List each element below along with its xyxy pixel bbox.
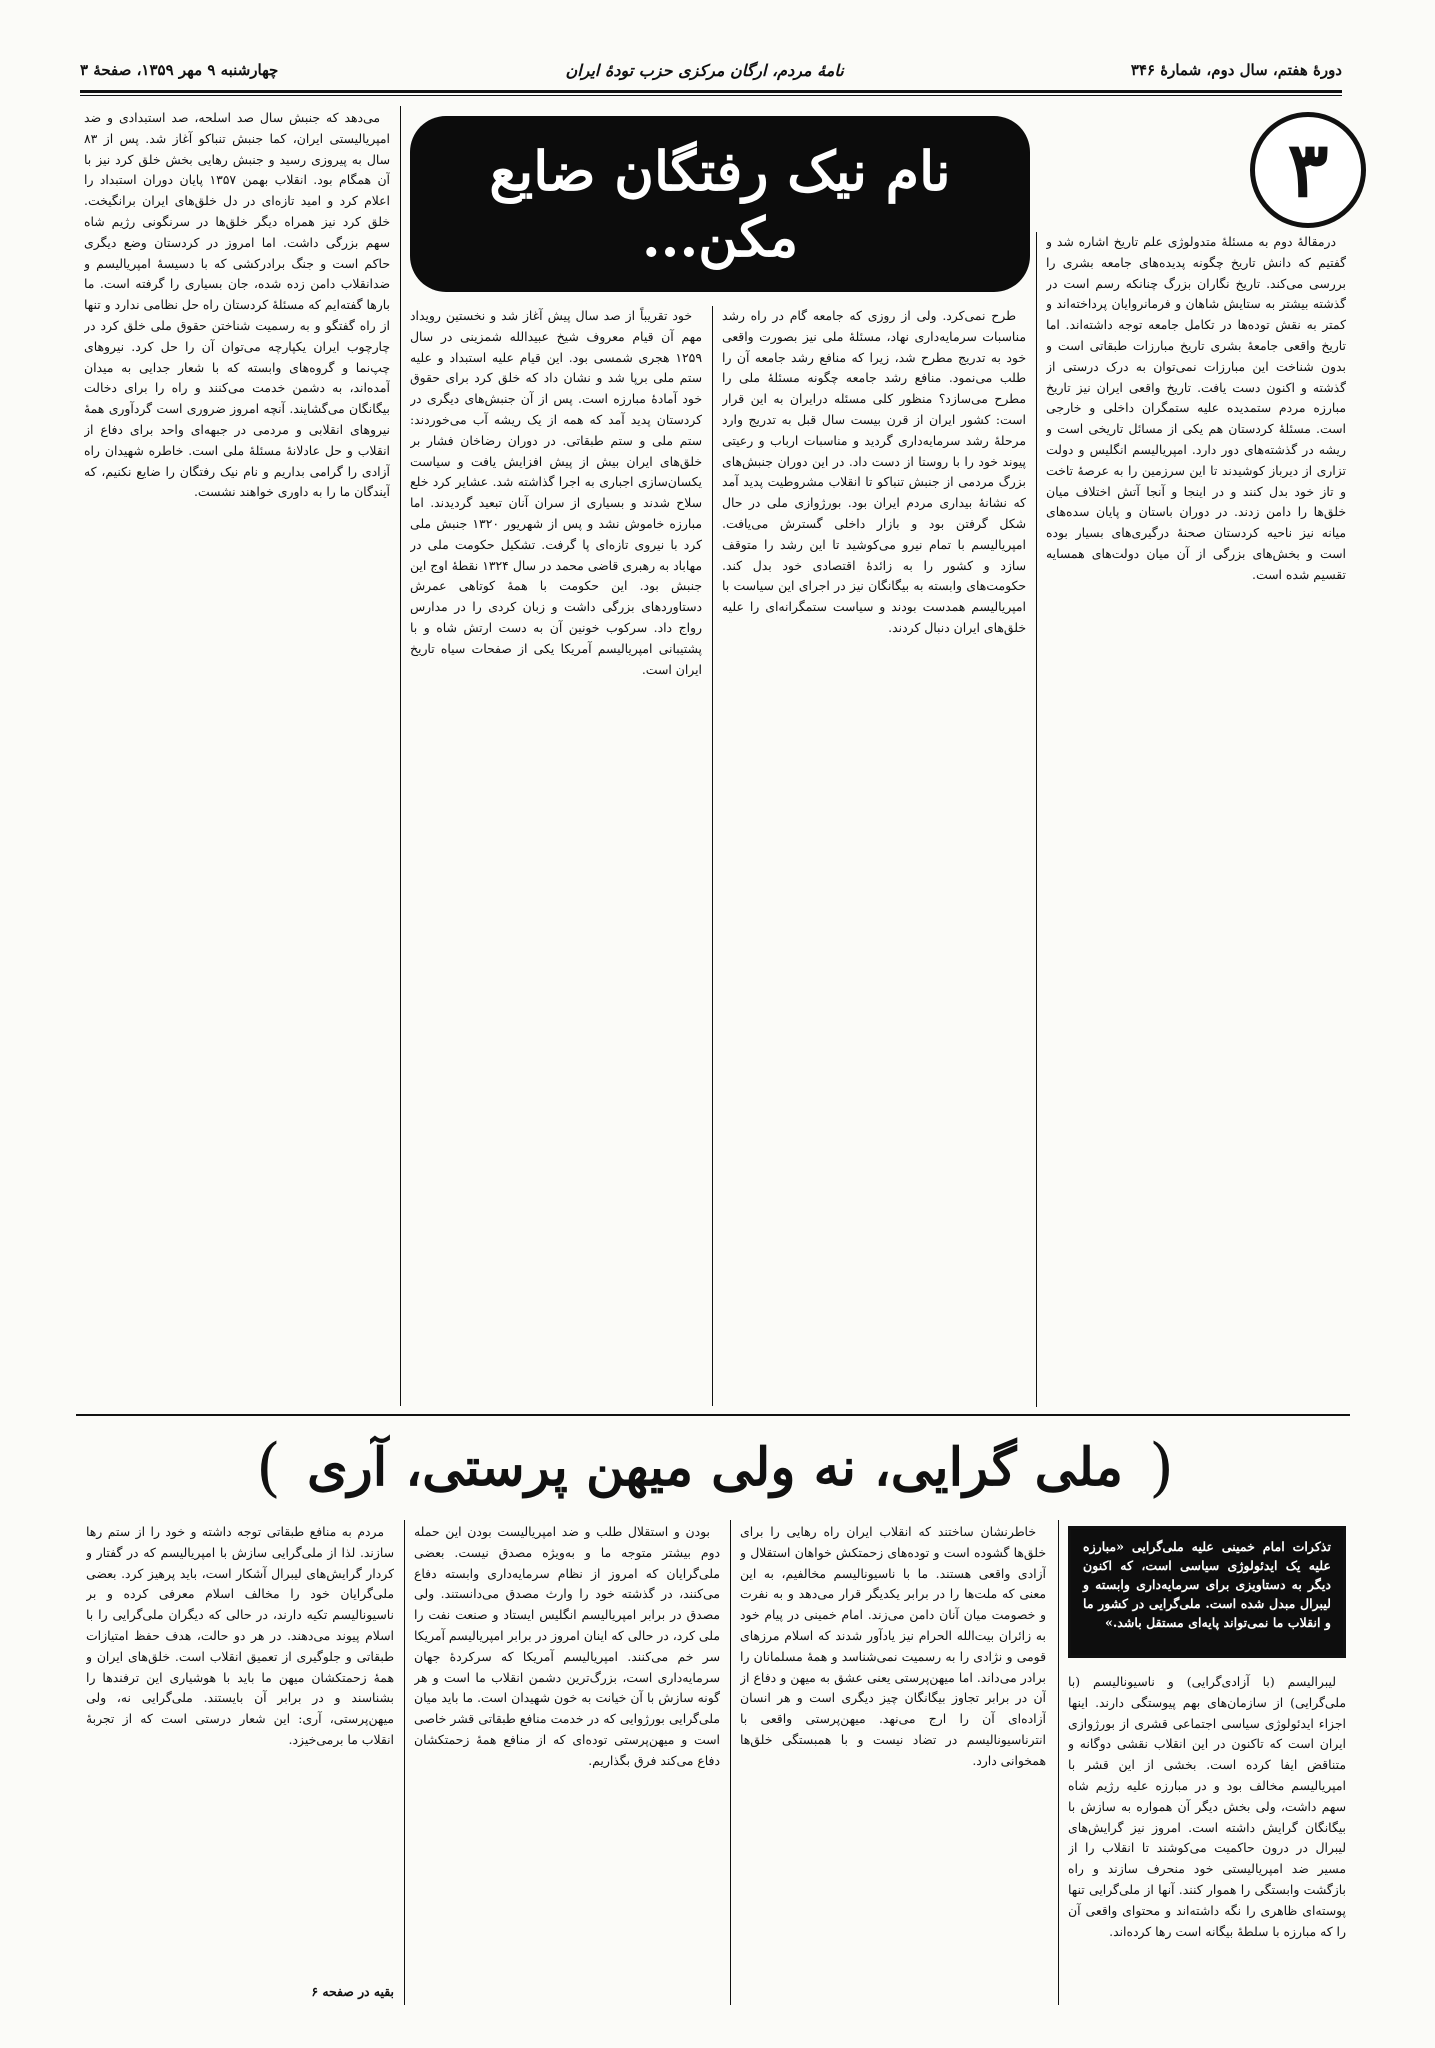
article2-text-1: لیبرالیسم (با آزادی‌گرایی) و ناسیونالیسم (با ملی‌گرایی) از سازمان‌های بهم پیوستگی دارند. اینها اجزاء ایدئولوژی سیاسی اجتماعی قشری از بورژوازی ایران است که تاکنون در این انقلاب نقشی دوگانه و متناقض ایفا کرده است. بخشی از این قشر با امپریالیسم مخالف بود و در مبارزه علیه رژیم شاه سهم داشت، ولی بخش دیگر آن همواره به سازش با بیگانگان گرایش داشته است. امروز نیز گرایش‌های لیبرال در درون حاکمیت می‌کوشند تا انقلاب را از مسیر ضد امپریالیستی خود منحرف سازند و راه بازگشت وابستگی را هموار کنند. آنها از ملی‌گرایی تنها پوسته‌ای ظاهری را نگه داشته‌اند و محتوای واقعی آن را که مبارزه با سلطهٔ بیگانه است رها کرده‌اند.	[1068, 1674, 1346, 1939]
continuation-text: بقیه در صفحه ۶	[311, 1984, 394, 1999]
second-headline-text: ملی گرایی، نه ولی میهن پرستی، آری	[306, 1437, 1124, 1498]
header-rule	[80, 90, 1342, 93]
article1-text-3: خود تقریباً از صد سال پیش آغاز شد و نخستین رویداد مهم آن قیام معروف شیخ عبیدالله شمزینی در سال ۱۲۵۹ هجری شمسی بود. این قیام علیه استبداد و علیه ستم ملی برپا شد و نشان داد که خلق کرد برای حقوق خود آمادهٔ مبارزه است. پس از آن جنبش‌های دیگری در کردستان پدید آمد که همه از یک ریشه آب می‌خوردند: ستم ملی و ستم طبقاتی. در دوران رضاخان فشار بر خلق‌های ایران بیش از پیش افزایش یافت و سیاست یکسان‌سازی اجباری به اجرا گذاشته شد. عشایر کرد خلع سلاح شدند و بسیاری از سران آنان تبعید گردیدند. اما مبارزه خاموش نشد و پس از شهریور ۱۳۲۰ جنبش ملی کرد با نیروی تازه‌ای پا گرفت. تشکیل حکومت ملی در مهاباد به رهبری قاضی محمد در سال ۱۳۲۴ نقطهٔ اوج این جنبش بود. این حکومت با همهٔ کوتاهی عمرش دستاوردهای بزرگی داشت و زبان کردی را در مدارس رواج داد. سرکوب خونین آن به دست ارتش شاه و با پشتیبانی امپریالیسم آمریکا یکی از صفحات سیاه تاریخ ایران است.	[410, 308, 702, 677]
masthead: نامهٔ مردم، ارگان مرکزی حزب تودهٔ ایران	[565, 60, 844, 80]
issue-info: دورهٔ هفتم، سال دوم، شمارهٔ ۳۴۶	[1130, 61, 1342, 79]
article-separator	[76, 1414, 1350, 1416]
column-divider	[1036, 232, 1037, 1407]
article2-text-2: خاطرنشان ساختند که انقلاب ایران راه رهایی را برای خلق‌ها گشوده است و توده‌های زحمتکش خواهان استقلال و آزادی واقعی هستند. ما با ناسیونالیسم مخالفیم، به این معنی که ملت‌ها را در برابر یکدیگر قرار می‌دهد و به نفرت و خصومت میان آنان دامن می‌زند. امام خمینی در پیام خود به زائران بیت‌الله الحرام نیز یادآور شدند که اسلام مرزهای قومی و نژادی را به رسمیت نمی‌شناسد و همهٔ مسلمانان را برادر می‌داند. اما میهن‌پرستی یعنی عشق به میهن و دفاع از آن در برابر تجاوز بیگانگان چیز دیگری است و هر انسان آزاده‌ای آن را ارج می‌نهد. میهن‌پرستی واقعی با انترناسیونالیسم در تضاد نیست و با همبستگی خلق‌ها همخوانی دارد.	[740, 1524, 1046, 1768]
headline-line-2: مکن...	[641, 205, 799, 269]
paren-right: (	[1149, 1431, 1175, 1505]
article2-column-4	[86, 1522, 394, 1980]
article1-text-1: درمقالهٔ دوم به مسئلهٔ متدولوژی علم تاریخ اشاره شد و گفتیم که دانش تاریخ چگونه پدیده‌های جامعه بشری را بررسی می‌کند. تاریخ نگاران بزرگ چنانکه رسم است در گذشته بیشتر به ستایش شاهان و فرمانروایان پرداخته‌اند و کمتر به نقش توده‌ها در تکامل جامعه توجه داشته‌اند. اما تاریخ واقعی جامعهٔ بشری تاریخ مبارزات طبقاتی است و بدون شناخت این مبارزات نمی‌توان به درک درستی از گذشته و اکنون دست یافت. تاریخ واقعی ایران نیز تاریخ مبارزه مردم ستمدیده علیه ستمگران داخلی و خارجی است. مسئلهٔ کردستان هم یکی از مسائل تاریخی است و ریشه در گذشته‌های دور دارد. امپریالیسم انگلیس و دولت تزاری از دیرباز کوشیدند تا این سرزمین را به عرصهٔ تاخت و تاز خود بدل کنند و در اینجا و آنجا آتش اختلاف میان خلق‌ها را دامن زدند. در دوران باستان و پایان سده‌های میانه نیز ناحیه کردستان صحنهٔ درگیری‌های بسیار بوده است و بخش‌های بزرگی از آن میان دولت‌های همسایه تقسیم شده است.	[1046, 234, 1346, 582]
article1-column-3	[410, 306, 702, 1402]
continuation-note	[86, 1982, 394, 2004]
quote-box	[1068, 1526, 1346, 1658]
column-divider	[1058, 1520, 1059, 2005]
column-divider	[404, 1520, 405, 2005]
page-number: ۳	[1287, 125, 1329, 214]
article2-column-1	[1068, 1672, 1346, 2002]
article1-text-4: می‌دهد که جنبش سال صد اسلحه، صد استبدادی و ضد امپریالیستی ایران، کما جنبش تنباکو آغاز شد. پس از ۸۳ سال به پیروزی رسید و جنبش رهایی بخش خلق کرد نیز با آن همگام بود. انقلاب بهمن ۱۳۵۷ پایان دوران استبداد را اعلام کرد و امید تازه‌ای در دل خلق‌های ایران برانگیخت. خلق کرد نیز همراه دیگر خلق‌ها در سرنگونی رژیم شاه سهم بزرگی داشت. اما امروز در کردستان وضع دیگری حاکم است و جنگ برادرکشی که با دسیسهٔ امپریالیسم و ضدانقلاب دامن زده شده، جان بسیاری را گرفته است. ما بارها گفته‌ایم که مسئلهٔ کردستان راه حل نظامی ندارد و تنها از راه گفتگو و به رسمیت شناختن حقوق ملی خلق کرد در چارچوب ایران یکپارچه می‌توان آن را حل کرد. نیروهای چپ‌نما و گروه‌های وابسته که با شعار جدایی به میدان آمده‌اند، به دشمن خدمت می‌کنند و راه را برای دخالت بیگانگان می‌گشایند. آنچه امروز ضروری است گردآوری همهٔ نیروهای انقلابی و مردمی در جبهه‌ای واحد برای دفاع از انقلاب و حل عادلانهٔ مسئلهٔ ملی است. خاطره شهیدان راه آزادی را گرامی بداریم و نام نیک رفتگان را ضایع نکنیم، که آیندگان ما را به داوری خواهند نشست.	[84, 110, 390, 500]
article1-column-4	[84, 108, 390, 1402]
page-number-badge	[1250, 112, 1366, 228]
paren-left: )	[255, 1431, 281, 1505]
article1-column-1	[1046, 232, 1346, 1402]
quote-text: تذکرات امام خمینی علیه ملی‌گرایی «مبارزه علیه یک ایدئولوژی سیاسی است، که اکنون دیگر به دستاویزی برای سرمایه‌داری وابسته و لیبرال مبدل شده است. ملی‌گرایی در کشور ما و انقلاب ما نمی‌تواند پایه‌ای مستقل باشد.»	[1083, 1539, 1331, 1630]
article2-text-4: مردم به منافع طبقاتی توجه داشته و خود را از ستم رها سازند. لذا از ملی‌گرایی سازش با امپریالیسم که در گفتار و کردار گرایش‌های لیبرال آشکار است، باید پرهیز کرد. بعضی ملی‌گرایان خود را مخالف اسلام معرفی کرده و بر ناسیونالیسم تکیه دارند، در حالی که دیگران ملی‌گرایی را با اسلام پیوند می‌دهند. در هر دو حالت، هدف حفظ امتیازات طبقاتی و جلوگیری از تعمیق انقلاب است. خلق‌های ایران و همهٔ زحمتکشان میهن ما باید با هوشیاری این ترفندها را بشناسند و در برابر آن بایستند. ملی‌گرایی نه، ولی میهن‌پرستی، آری: این شعار درستی است که از تجربهٔ انقلاب ما برمی‌خیزد.	[86, 1524, 394, 1747]
column-divider	[730, 1520, 731, 2005]
date-and-page: چهارشنبه ۹ مهر ۱۳۵۹، صفحهٔ ۳	[80, 61, 279, 79]
column-divider	[712, 306, 713, 1406]
header-rule-thin	[80, 95, 1342, 96]
article1-text-2: طرح نمی‌کرد. ولی از روزی که جامعه گام در راه رشد مناسبات سرمایه‌داری نهاد، مسئلهٔ ملی نیز بصورت واقعی خود به تدریج مطرح شد، زیرا که منافع رشد جامعه آن را طلب می‌نمود. منافع رشد جامعه چگونه مسئلهٔ ملی را مطرح می‌سازد؟ منظور کلی مسئله درایران به این قرار است: کشور ایران از قرن بیست سال قبل به تدریج وارد مرحلهٔ رشد سرمایه‌داری گردید و مناسبات ارباب و رعیتی پیوند خود را با روستا از دست داد. در این دوران جنبش‌های بزرگ مردمی از جنبش تنباکو تا انقلاب مشروطیت پدید آمد که نشانهٔ بیداری مردم ایران بود. بورژوازی ملی در حال شکل گرفتن بود و بازار داخلی گسترش می‌یافت. امپریالیسم با تمام نیرو می‌کوشید تا این رشد را متوقف سازد و کشور را به زائدهٔ اقتصادی خود بدل کند. حکومت‌های وابسته به بیگانگان نیز در اجرای این سیاست با امپریالیسم همدست بودند و سیاست ستمگرانه‌ای را علیه خلق‌های ایران دنبال کردند.	[722, 308, 1026, 635]
headline-box	[410, 116, 1030, 292]
article1-column-2	[722, 306, 1026, 1402]
article2-column-3	[414, 1522, 720, 2002]
article2-text-3: بودن و استقلال طلب و ضد امپریالیست بودن این حمله دوم بیشتر متوجه ما و به‌ویژه مصدق نیست. بعضی ملی‌گرایان که امروز از نظام سرمایه‌داری وابسته دفاع می‌کنند، در گذشته خود را وارث مصدق می‌دانستند. ولی مصدق در برابر امپریالیسم انگلیس ایستاد و صنعت نفت را ملی کرد، در حالی که اینان امروز در برابر امپریالیسم آمریکا سر خم می‌کنند. امپریالیسم آمریکا که سرکردهٔ جهان سرمایه‌داری است، بزرگ‌ترین دشمن انقلاب ما است و هر گونه سازش با آن خیانت به خون شهیدان است. ما باید میان ملی‌گرایی بورژوایی که در خدمت منافع طبقاتی قشر خاصی است و میهن‌پرستی توده‌ای که از منافع همهٔ زحمتکشان دفاع می‌کند فرق بگذاریم.	[414, 1524, 720, 1768]
second-headline	[70, 1432, 1360, 1504]
headline-line-1: نام نیک رفتگان ضایع	[489, 139, 951, 203]
article2-column-2	[740, 1522, 1046, 2002]
page-header	[80, 52, 1342, 88]
column-divider	[400, 106, 401, 1406]
